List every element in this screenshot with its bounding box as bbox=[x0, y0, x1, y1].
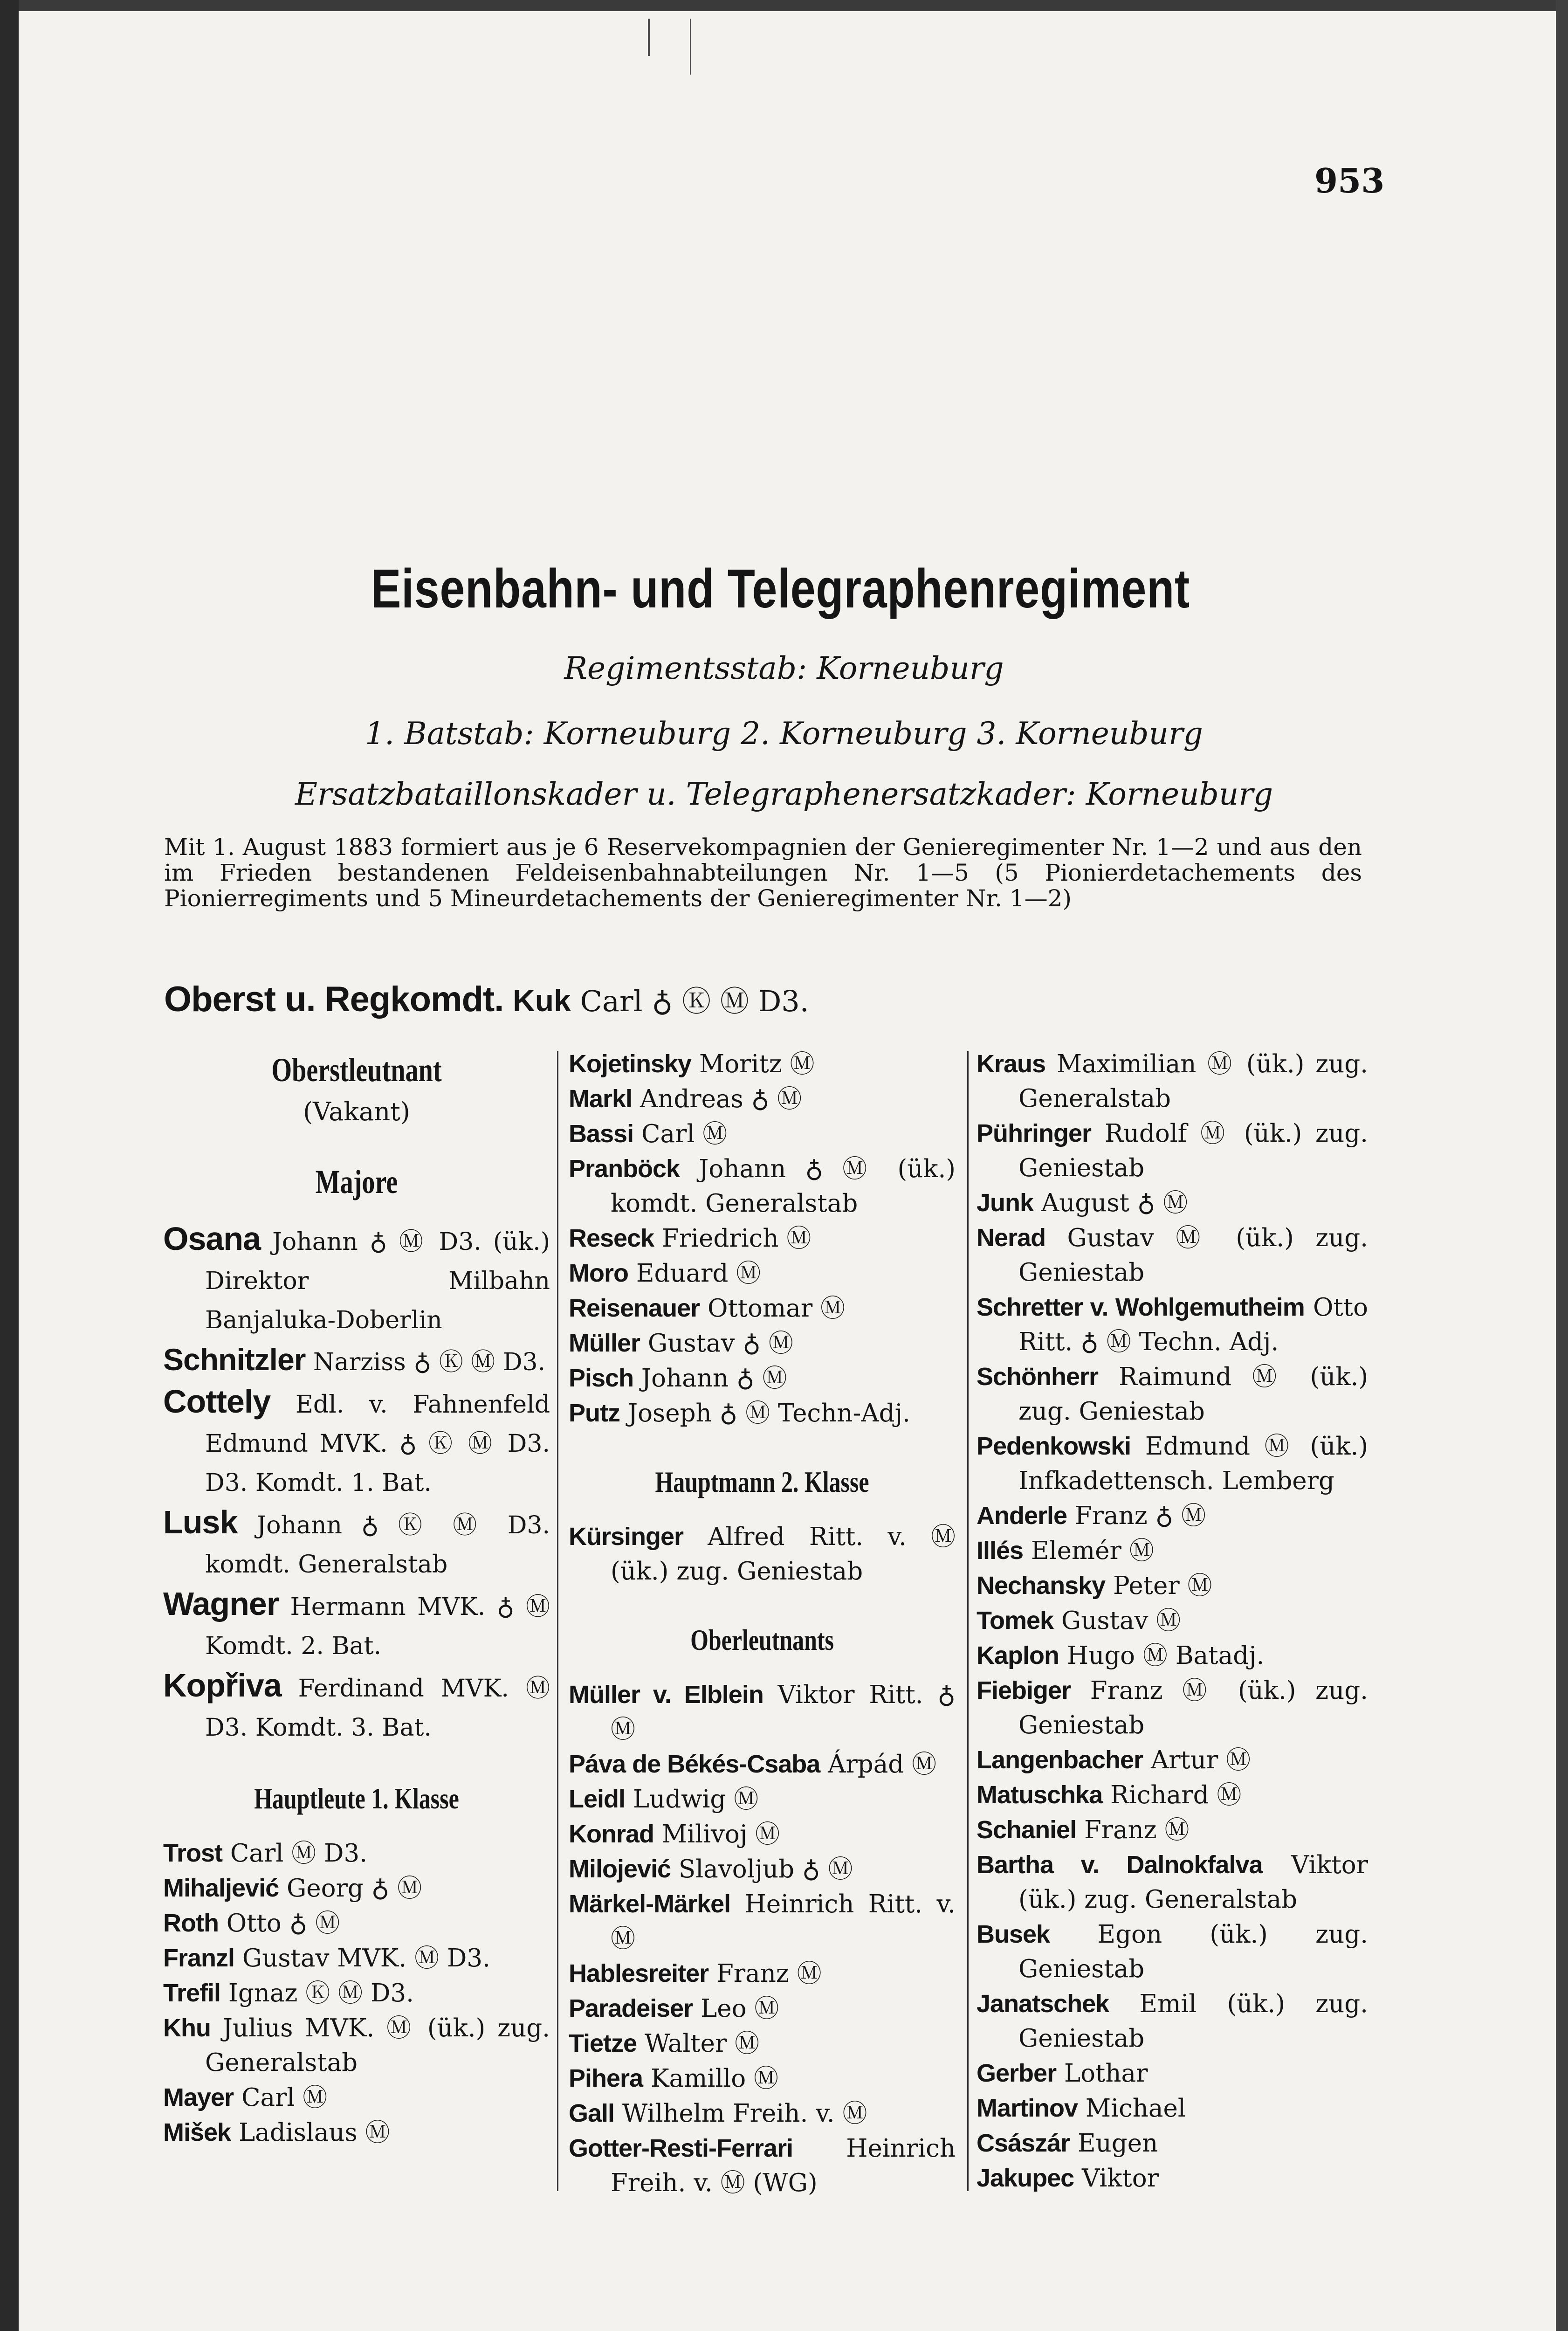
roster-entry bbox=[163, 1340, 550, 1382]
officer-surname: Konrad bbox=[569, 1820, 654, 1848]
roster-entry bbox=[163, 1871, 550, 1906]
officer-details: Johann ♁ Ⓜ bbox=[633, 1364, 787, 1393]
officer-details: Edl. v. Fahnenfeld Edmund MVK. ♁ Ⓚ Ⓜ D3. D3. Komdt. 1. Bat. bbox=[205, 1391, 550, 1497]
heading-oberstleutnant: Oberstleutnant bbox=[271, 1051, 442, 1089]
regiment-title: Eisenbahn- und Telegraphenregiment bbox=[371, 558, 1190, 620]
officer-details: Joseph ♁ Ⓜ Techn-Adj. bbox=[620, 1399, 910, 1428]
officer-details: Franz Ⓜ (ük.) zug. Geniestab bbox=[1018, 1676, 1368, 1739]
roster-entry bbox=[569, 1519, 956, 1589]
heading-hauptleute-1: Hauptleute 1. Klasse bbox=[254, 1782, 459, 1815]
officer-surname: Pedenkowski bbox=[977, 1432, 1131, 1460]
officer-surname: Cottely bbox=[163, 1383, 271, 1420]
roster-entry bbox=[977, 1359, 1368, 1429]
roster-entry bbox=[569, 1047, 956, 1082]
roster-entry bbox=[163, 1219, 550, 1340]
officer-details: Ludwig Ⓜ bbox=[625, 1785, 759, 1814]
officer-surname: Putz bbox=[569, 1399, 620, 1427]
officer-details: Ferdinand MVK. Ⓜ D3. Komdt. 3. Bat. bbox=[205, 1675, 550, 1742]
roster-entry bbox=[977, 1290, 1368, 1359]
officer-details: Michael bbox=[1078, 2094, 1186, 2123]
roster-entry bbox=[569, 1747, 956, 1782]
officer-surname: Milojević bbox=[569, 1855, 671, 1883]
officer-surname: Kaplon bbox=[977, 1641, 1059, 1669]
roster-entry bbox=[569, 1221, 956, 1256]
officer-surname: Bartha v. Dalnokfalva bbox=[977, 1851, 1263, 1879]
column-divider bbox=[557, 1051, 558, 2191]
officer-surname: Nerad bbox=[977, 1224, 1046, 1252]
roster-entry bbox=[569, 1256, 956, 1291]
officer-details: August ♁ Ⓜ bbox=[1033, 1189, 1188, 1217]
officer-details: Franz ♁ Ⓜ bbox=[1067, 1502, 1206, 1530]
roster-entry bbox=[163, 1382, 550, 1503]
officer-details: Edmund Ⓜ (ük.) Infkadettensch. Lemberg bbox=[1018, 1432, 1368, 1495]
officer-details: Ottomar Ⓜ bbox=[700, 1294, 845, 1323]
officer-surname: Martinov bbox=[977, 2094, 1078, 2122]
officer-surname: Gotter-Resti-Ferrari bbox=[569, 2134, 793, 2162]
roster-entry bbox=[569, 1956, 956, 1991]
officer-details: Lothar bbox=[1056, 2059, 1148, 2088]
officer-surname: Lusk bbox=[163, 1504, 238, 1540]
officer-details: Walter Ⓜ bbox=[637, 2029, 760, 2058]
roster-entry bbox=[977, 1533, 1368, 1568]
officer-details: Eduard Ⓜ bbox=[628, 1259, 761, 1288]
roster-entry bbox=[977, 2161, 1368, 2196]
roster-entry bbox=[163, 2115, 550, 2150]
officer-surname: Khu bbox=[163, 2014, 211, 2042]
roster-entry bbox=[163, 2080, 550, 2115]
roster-entry bbox=[569, 2026, 956, 2061]
officer-details: Gustav MVK. Ⓜ D3. bbox=[234, 1944, 490, 1972]
officer-details: Hermann MVK. ♁ Ⓜ Komdt. 2. Bat. bbox=[205, 1593, 550, 1660]
roster-entry bbox=[977, 1603, 1368, 1638]
roster-entry bbox=[977, 1743, 1368, 1778]
officer-details: Johann ♁ Ⓜ (ük.) komdt. Generalstab bbox=[611, 1155, 956, 1218]
officer-details: Johann ♁ Ⓜ D3. (ük.) Direktor Milbahn Banjaluka-Doberlin bbox=[205, 1228, 550, 1334]
roster-entry bbox=[569, 1082, 956, 1117]
officer-surname: Franzl bbox=[163, 1944, 235, 1972]
officer-surname: Pisch bbox=[569, 1364, 634, 1392]
roster-entry bbox=[163, 1584, 550, 1666]
roster-entry bbox=[569, 1326, 956, 1361]
officer-surname: Märkel-Märkel bbox=[569, 1890, 731, 1918]
commander-detail: Carl ♁ Ⓚ Ⓜ D3. bbox=[580, 984, 809, 1018]
history-paragraph: Mit 1. August 1883 formiert aus je 6 Reservekompagnien der Genieregimenter Nr. 1—2 und aus den im Frieden bestandenen Feldeisenbahnabteilungen Nr. 1—5 (5 Pionierdetachements des Pionierregiments und 5 Mineurdetachements der Genieregimenter Nr. 1—2) bbox=[164, 834, 1362, 912]
officer-details: Elemér Ⓜ bbox=[1023, 1537, 1154, 1565]
officer-surname: Jakupec bbox=[977, 2164, 1074, 2192]
roster-entry bbox=[977, 2126, 1368, 2161]
scan-mark bbox=[648, 19, 650, 56]
roster-entry bbox=[977, 2056, 1368, 2091]
scan-edge-left bbox=[0, 0, 19, 2331]
officer-surname: Busek bbox=[977, 1920, 1050, 1948]
roster-entry bbox=[569, 2096, 956, 2131]
officer-surname: Kraus bbox=[977, 1050, 1046, 1078]
officer-surname: Schnitzler bbox=[163, 1342, 306, 1377]
officer-details: Narziss ♁ Ⓚ Ⓜ D3. bbox=[305, 1348, 546, 1376]
officer-surname: Hablesreiter bbox=[569, 1959, 709, 1987]
heading-hauptmann-2: Hauptmann 2. Klasse bbox=[655, 1465, 869, 1498]
officer-surname: Pühringer bbox=[977, 1119, 1092, 1147]
officer-surname: Roth bbox=[163, 1909, 219, 1937]
roster-entry bbox=[977, 1047, 1368, 1116]
officer-surname: Gall bbox=[569, 2099, 615, 2127]
officer-details: Otto ♁ Ⓜ bbox=[218, 1909, 340, 1938]
page-number: 953 bbox=[1314, 161, 1385, 200]
roster-entry bbox=[163, 1666, 550, 1747]
officer-surname: Müller bbox=[569, 1329, 640, 1357]
officer-details: Carl Ⓜ bbox=[633, 1120, 728, 1148]
officer-surname: Reisenauer bbox=[569, 1294, 700, 1322]
officer-surname: Junk bbox=[977, 1189, 1034, 1217]
officer-details: Heinrich Ritt. v. Ⓜ bbox=[611, 1890, 956, 1953]
officer-surname: Reseck bbox=[569, 1224, 654, 1252]
roster-entry bbox=[977, 1429, 1368, 1498]
roster-entry bbox=[569, 1817, 956, 1852]
officer-surname: Császár bbox=[977, 2129, 1070, 2157]
officer-details: Gustav Ⓜ (ük.) zug. Geniestab bbox=[1018, 1224, 1368, 1287]
officer-surname: Pihera bbox=[569, 2064, 643, 2092]
roster-entry bbox=[977, 1638, 1368, 1673]
officer-details: Viktor Ritt. ♁ Ⓜ bbox=[611, 1681, 956, 1744]
officer-details: Rudolf Ⓜ (ük.) zug. Geniestab bbox=[1018, 1119, 1368, 1182]
vacant-note: (Vakant) bbox=[303, 1097, 410, 1126]
officer-details: Carl Ⓜ bbox=[234, 2083, 328, 2112]
officer-surname: Tomek bbox=[977, 1607, 1054, 1634]
officer-details: Gustav Ⓜ bbox=[1053, 1607, 1181, 1635]
officer-surname: Wagner bbox=[163, 1586, 279, 1622]
officer-details: Viktor (ük.) zug. Generalstab bbox=[1018, 1851, 1368, 1914]
officer-details: Julius MVK. Ⓜ (ük.) zug. Generalstab bbox=[205, 2014, 550, 2077]
officer-surname: Mayer bbox=[163, 2083, 234, 2111]
scan-mark bbox=[690, 19, 691, 75]
roster-entry bbox=[163, 2011, 550, 2080]
officer-surname: Matuschka bbox=[977, 1781, 1103, 1809]
roster-entry bbox=[569, 1396, 956, 1431]
oberleutnants-list bbox=[569, 1677, 956, 2200]
officer-surname: Schönherr bbox=[977, 1363, 1099, 1391]
officer-details: Peter Ⓜ bbox=[1105, 1572, 1212, 1600]
column-divider bbox=[967, 1051, 969, 2191]
officer-details: Árpád Ⓜ bbox=[820, 1750, 937, 1779]
officer-surname: Pranböck bbox=[569, 1155, 680, 1183]
officer-details: Eugen bbox=[1070, 2129, 1158, 2158]
majore-list bbox=[163, 1219, 550, 1747]
officer-surname: Trefil bbox=[163, 1979, 221, 2007]
officer-details: Kamillo Ⓜ bbox=[643, 2064, 778, 2093]
officer-surname: Markl bbox=[569, 1085, 633, 1113]
officer-surname: Anderle bbox=[977, 1502, 1067, 1530]
officer-surname: Bassi bbox=[569, 1120, 634, 1148]
roster-entry bbox=[569, 1361, 956, 1396]
roster-entry bbox=[569, 1991, 956, 2026]
officer-surname: Mišek bbox=[163, 2118, 231, 2146]
roster-entry bbox=[569, 1887, 956, 1956]
officer-surname: Trost bbox=[163, 1839, 223, 1867]
roster-entry bbox=[977, 1116, 1368, 1186]
officer-surname: Mihaljević bbox=[163, 1874, 279, 1902]
column-2 bbox=[569, 1047, 956, 2200]
officer-details: Otto Ritt. ♁ Ⓜ Techn. Adj. bbox=[1018, 1293, 1368, 1356]
oberleutnants-continued-list bbox=[977, 1047, 1368, 2196]
bleed-through-shadow bbox=[573, 434, 590, 493]
officer-details: Heinrich Freih. v. Ⓜ (WG) bbox=[611, 2134, 956, 2197]
roster-entry bbox=[977, 1813, 1368, 1848]
roster-entry bbox=[569, 2061, 956, 2096]
roster-entry bbox=[163, 1906, 550, 1941]
roster-entry bbox=[569, 1677, 956, 1747]
roster-entry bbox=[163, 1503, 550, 1584]
roster-entry bbox=[977, 1186, 1368, 1221]
officer-details: Johann ♁ Ⓚ Ⓜ D3. komdt. Generalstab bbox=[205, 1511, 550, 1579]
column-3 bbox=[977, 1047, 1368, 2196]
officer-surname: Schaniel bbox=[977, 1816, 1077, 1844]
officer-details: Richard Ⓜ bbox=[1102, 1781, 1242, 1809]
officer-surname: Müller v. Elblein bbox=[569, 1681, 763, 1709]
officer-surname: Kojetinsky bbox=[569, 1050, 692, 1078]
hauptmann-2-list bbox=[569, 1519, 956, 1589]
roster-entry bbox=[569, 1117, 956, 1152]
regiment-commander bbox=[164, 978, 809, 1020]
officer-surname: Kürsinger bbox=[569, 1523, 684, 1551]
officer-surname: Langenbacher bbox=[977, 1746, 1143, 1774]
officer-surname: Illés bbox=[977, 1537, 1024, 1565]
roster-entry bbox=[977, 1568, 1368, 1603]
officer-surname: Tietze bbox=[569, 2029, 637, 2057]
hauptleute-continued-list bbox=[569, 1047, 956, 1431]
officer-details: Moritz Ⓜ bbox=[691, 1050, 815, 1078]
officer-surname: Leidl bbox=[569, 1785, 626, 1813]
officer-surname: Nechansky bbox=[977, 1572, 1106, 1600]
roster-entry bbox=[163, 1836, 550, 1871]
officer-details: Viktor bbox=[1074, 2164, 1159, 2193]
officer-details: Friedrich Ⓜ bbox=[654, 1224, 812, 1253]
roster-entry bbox=[977, 1498, 1368, 1533]
officer-details: Raimund Ⓜ (ük.) zug. Geniestab bbox=[1018, 1363, 1368, 1426]
roster-entry bbox=[163, 1976, 550, 2011]
officer-details: Artur Ⓜ bbox=[1143, 1746, 1251, 1774]
officer-surname: Gerber bbox=[977, 2059, 1057, 2087]
battalion-staff-line: 1. Batstab: Korneuburg 2. Korneuburg 3. Korneuburg bbox=[365, 716, 1203, 752]
officer-details: Andreas ♁ Ⓜ bbox=[632, 1085, 802, 1113]
reserve-cadre-line: Ersatzbataillonskader u. Telegraphenersatzkader: Korneuburg bbox=[295, 776, 1273, 812]
roster-entry bbox=[569, 2131, 956, 2200]
officer-surname: Schretter v. Wohlgemutheim bbox=[977, 1293, 1305, 1321]
officer-surname: Osana bbox=[163, 1221, 261, 1257]
roster-entry bbox=[163, 1941, 550, 1976]
officer-details: Franz Ⓜ bbox=[1076, 1816, 1190, 1844]
roster-entry bbox=[977, 2091, 1368, 2126]
roster-entry bbox=[569, 1152, 956, 1221]
scan-edge-right bbox=[1556, 0, 1568, 2331]
roster-entry bbox=[977, 1673, 1368, 1743]
officer-details: Gustav ♁ Ⓜ bbox=[640, 1329, 793, 1358]
officer-details: Franz Ⓜ bbox=[708, 1959, 822, 1988]
column-1 bbox=[163, 1047, 550, 2150]
roster-entry bbox=[977, 1917, 1368, 1986]
roster-entry bbox=[977, 1986, 1368, 2056]
officer-surname: Kopřiva bbox=[163, 1667, 282, 1703]
officer-surname: Janatschek bbox=[977, 1990, 1109, 2018]
commander-name: Kuk bbox=[513, 983, 571, 1018]
roster-entry bbox=[569, 1782, 956, 1817]
officer-details: Emil (ük.) zug. Geniestab bbox=[1018, 1990, 1368, 2053]
heading-majore: Majore bbox=[315, 1163, 398, 1200]
officer-details: Georg ♁ Ⓜ bbox=[279, 1874, 422, 1903]
officer-details: Hugo Ⓜ Batadj. bbox=[1059, 1641, 1265, 1670]
officer-details: Carl Ⓜ D3. bbox=[222, 1839, 368, 1868]
hauptleute-list bbox=[163, 1836, 550, 2150]
roster-entry bbox=[569, 1852, 956, 1887]
officer-details: Maximilian Ⓜ (ük.) zug. Generalstab bbox=[1018, 1050, 1368, 1113]
heading-oberleutnants: Oberleutnants bbox=[690, 1623, 834, 1656]
roster-entry bbox=[569, 1291, 956, 1326]
officer-details: Milivoj Ⓜ bbox=[654, 1820, 780, 1848]
officer-surname: Páva de Békés-Csaba bbox=[569, 1750, 820, 1778]
roster-entry bbox=[977, 1778, 1368, 1813]
officer-details: Ignaz Ⓚ Ⓜ D3. bbox=[220, 1979, 414, 2007]
roster-entry bbox=[977, 1221, 1368, 1290]
officer-details: Slavoljub ♁ Ⓜ bbox=[671, 1855, 853, 1883]
officer-surname: Fiebiger bbox=[977, 1676, 1071, 1704]
officer-details: Alfred Ritt. v. Ⓜ (ük.) zug. Geniestab bbox=[611, 1523, 956, 1586]
officer-surname: Moro bbox=[569, 1259, 628, 1287]
officer-details: Ladislaus Ⓜ bbox=[231, 2118, 390, 2147]
officer-details: Leo Ⓜ bbox=[693, 1994, 779, 2023]
roster-entry bbox=[977, 1848, 1368, 1917]
commander-rank: Oberst u. Regkomdt. bbox=[164, 979, 504, 1019]
officer-surname: Paradeiser bbox=[569, 1994, 693, 2022]
officer-details: Egon (ük.) zug. Geniestab bbox=[1018, 1920, 1368, 1983]
officer-details: Wilhelm Freih. v. Ⓜ bbox=[614, 2099, 867, 2128]
scan-edge-top bbox=[0, 0, 1568, 11]
regiment-staff-line: Regimentsstab: Korneuburg bbox=[564, 650, 1004, 686]
